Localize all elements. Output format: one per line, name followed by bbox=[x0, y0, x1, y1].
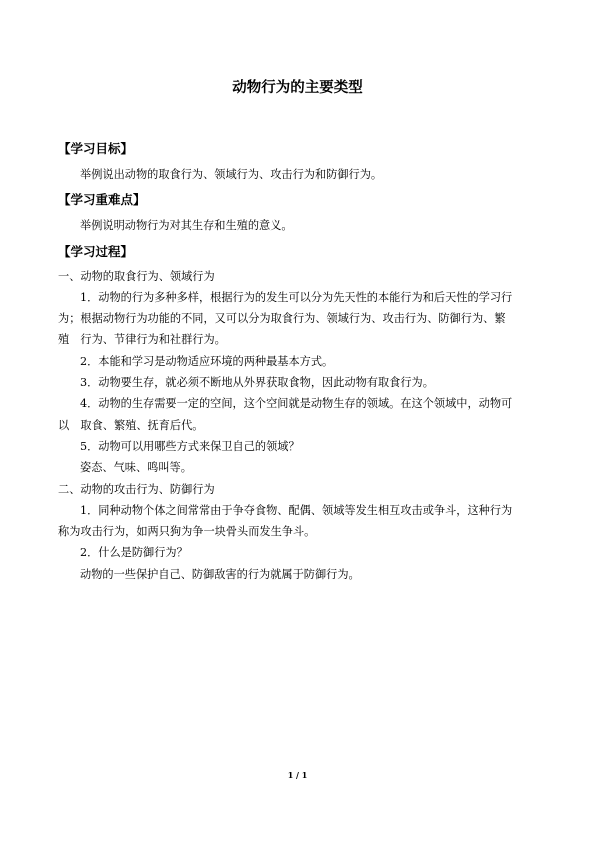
section-2-title: 二、动物的攻击行为、防御行为 bbox=[58, 482, 215, 496]
paragraph-line: 姿态、气味、鸣叫等。 bbox=[80, 461, 192, 475]
paragraph-line: 动物的一些保护自己、防御敌害的行为就属于防御行为。 bbox=[80, 567, 360, 581]
paragraph-line: 殖 行为、节律行为和社群行为。 bbox=[58, 333, 226, 347]
paragraph-line: 2．什么是防御行为？ bbox=[80, 546, 188, 560]
section-1-title: 一、动物的取食行为、领域行为 bbox=[58, 269, 215, 283]
paragraph-line: 以 取食、繁殖、抚育后代。 bbox=[58, 418, 204, 432]
paragraph-line: 4．动物的生存需要一定的空间，这个空间就是动物生存的领域。在这个领域中，动物可 bbox=[80, 397, 513, 411]
page-number: 1 / 1 bbox=[287, 770, 308, 780]
paragraph-line: 称为攻击行为，如两只狗为争一块骨头而发生争斗。 bbox=[58, 525, 316, 539]
heading-learning-goals: 【学习目标】 bbox=[58, 141, 134, 156]
paragraph-line: 2．本能和学习是动物适应环境的两种最基本方式。 bbox=[80, 354, 334, 368]
heading-key-points: 【学习重难点】 bbox=[58, 192, 146, 208]
paragraph-line: 5．动物可以用哪些方式来保卫自己的领域？ bbox=[80, 439, 300, 453]
paragraph-line: 1．动物的行为多种多样，根据行为的发生可以分为先天性的本能行为和后天性的学习行 bbox=[80, 290, 513, 304]
key-points-text: 举例说明动物行为对其生存和生殖的意义。 bbox=[80, 219, 293, 233]
paragraph-line: 1．同种动物个体之间常常由于争夺食物、配偶、领域等发生相互攻击或争斗，这种行为 bbox=[80, 503, 513, 517]
paragraph-line: 3．动物要生存，就必须不断地从外界获取食物，因此动物有取食行为。 bbox=[80, 376, 434, 390]
heading-learning-process: 【学习过程】 bbox=[58, 243, 134, 259]
page-title: 动物行为的主要类型 bbox=[232, 80, 363, 96]
learning-goals-text: 举例说出动物的取食行为、领域行为、攻击行为和防御行为。 bbox=[80, 168, 383, 181]
paragraph-line: 为；根据动物行为功能的不同，又可以分为取食行为、领域行为、攻击行为、防御行为、繁 bbox=[58, 312, 506, 326]
document-body bbox=[58, 141, 544, 585]
